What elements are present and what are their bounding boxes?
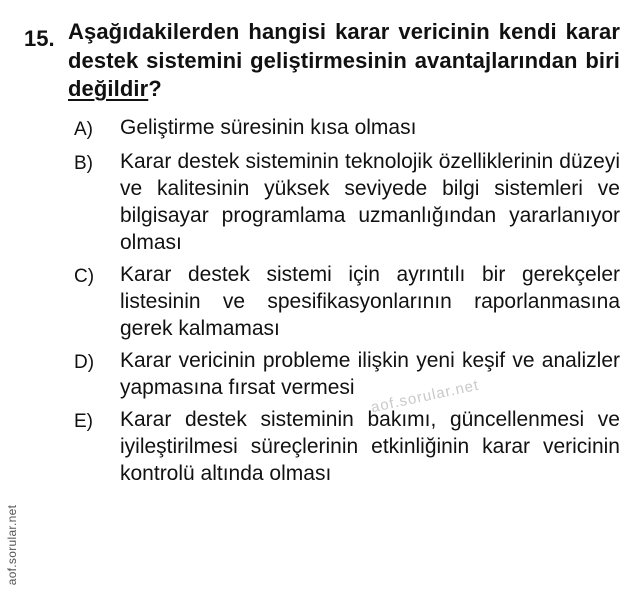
option-letter: D) [74,351,95,373]
question-mark: ? [148,76,162,101]
option-text: Karar destek sisteminin bakımı, güncellenmesi ve iyileştirilmesi süreçlerinin etkinliğinin karar vericinin kontrolü altında olması [120,407,620,485]
option-text: Karar destek sisteminin teknolojik özelliklerinin düzeyi ve kalitesinin yüksek seviyede bilgi sistemleri ve bilgisayar programlama uzmanlığından yararlanıyor olması [120,149,620,254]
question-block [24,18,620,492]
center-watermark: aof.sorular.net [369,376,481,417]
option-letter: E) [74,410,93,432]
question-text [68,18,620,104]
question-stem [24,18,620,104]
option-a[interactable] [74,114,620,143]
option-e[interactable] [74,406,620,487]
answer-options [74,114,620,487]
option-d[interactable] [74,347,620,401]
question-number: 15. [24,26,55,51]
option-letter: A) [74,118,93,140]
side-watermark: aof.sorular.net [5,504,19,586]
option-b[interactable] [74,148,620,256]
option-text: Karar destek sistemi için ayrıntılı bir gerekçeler listesinin ve spesifikasyonlarının raporlanmasına gerek kalmaması [120,262,620,340]
option-text: Karar vericinin probleme ilişkin yeni keşif ve analizler yapmasına fırsat vermesi [120,348,620,399]
option-letter: B) [74,152,93,174]
option-letter: C) [74,265,95,287]
option-c[interactable] [74,261,620,342]
option-text: Geliştirme süresinin kısa olması [120,115,417,139]
question-negative-word: değildir [68,76,149,101]
question-text-main: Aşağıdakilerden hangisi karar vericinin kendi karar destek sistemini geliştirmesinin avantajlarından biri [68,19,620,73]
